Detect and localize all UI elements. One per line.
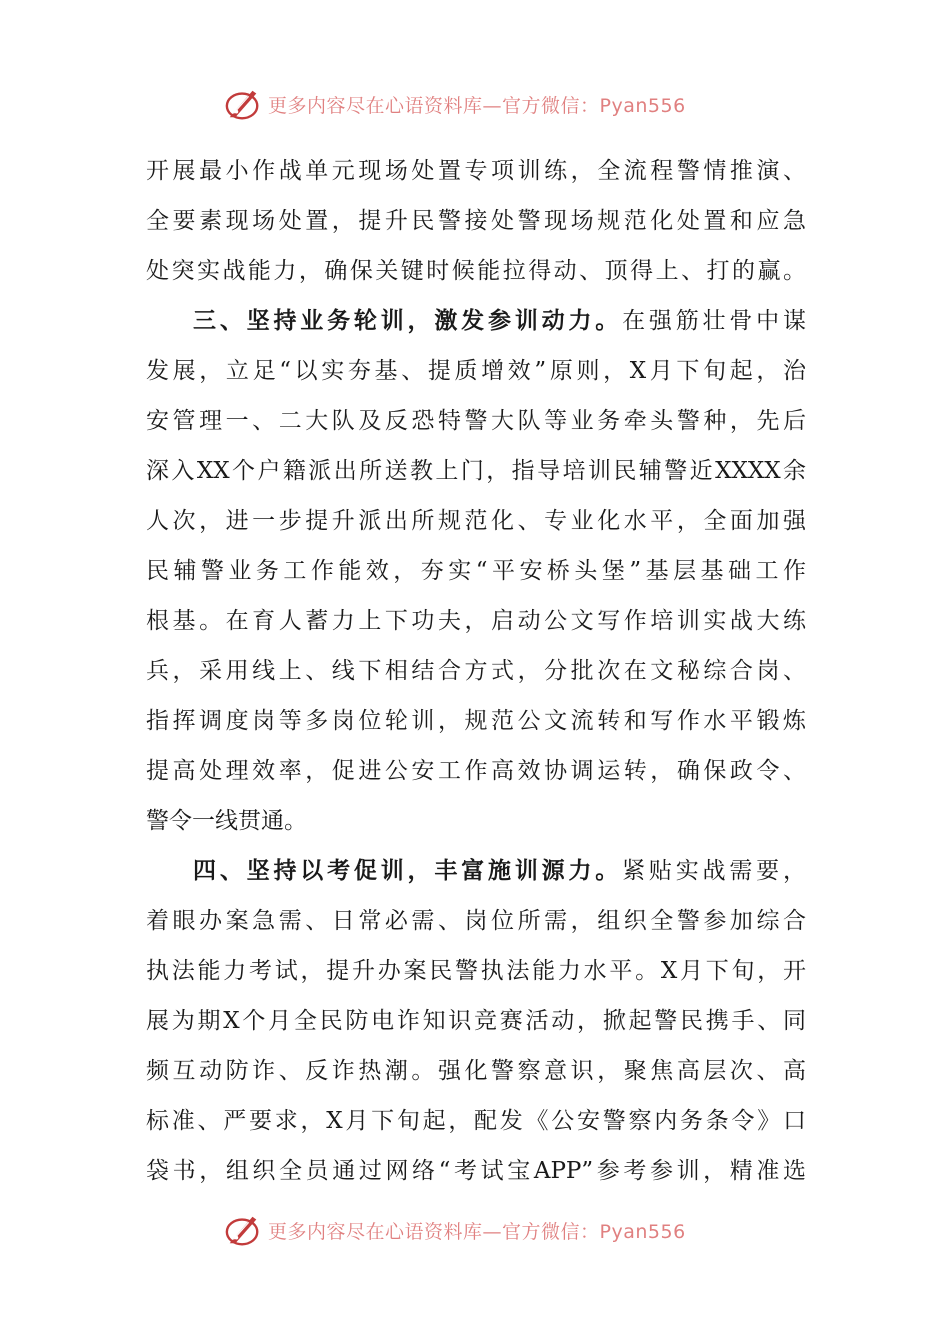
text-line: 袋书，组织全员通过网络“考试宝APP”参考参训，精准选 — [146, 1158, 806, 1184]
text-line: 提高处理效率，促进公安工作高效协调运转，确保政令、 — [146, 758, 806, 784]
text-line: 根基。在育人蓄力上下功夫，启动公文写作培训实战大练 — [146, 608, 806, 634]
text-line: 指挥调度岗等多岗位轮训，规范公文流转和写作水平锻炼 — [146, 708, 806, 734]
quill-pen-logo-icon — [224, 85, 262, 123]
section-3-heading: 三、坚持业务轮训，激发参训动力。 — [193, 307, 623, 334]
text-line: 警令一线贯通。 — [146, 808, 307, 834]
section-4-lead: 紧贴实战需要， — [622, 858, 807, 884]
text-line: 执法能力考试，提升办案民警执法能力水平。X月下旬，开 — [146, 958, 806, 984]
text-line: 安管理一、二大队及反恐特警大队等业务牵头警种，先后 — [146, 408, 806, 434]
quill-pen-logo-icon — [224, 1211, 262, 1249]
text-line: 展为期X个月全民防电诈知识竞赛活动，掀起警民携手、同 — [146, 1008, 806, 1034]
watermark-banner-top — [0, 84, 950, 124]
text-line: 标准、严要求，X月下旬起，配发《公安警察内务条令》口 — [146, 1108, 806, 1134]
text-line: 发展，立足“以实夯基、提质增效”原则，X月下旬起，治 — [146, 358, 806, 384]
text-line: 开展最小作战单元现场处置专项训练，全流程警情推演、 — [146, 158, 806, 184]
section-3-heading-line — [146, 296, 806, 346]
text-line: 频互动防诈、反诈热潮。强化警察意识，聚焦高层次、高 — [146, 1058, 806, 1084]
watermark-text: 更多内容尽在心语资料库—官方微信：Pyan556 — [268, 94, 686, 117]
section-3-lead: 在强筋壮骨中谋 — [622, 308, 807, 334]
text-line: 处突实战能力，确保关键时候能拉得动、顶得上、打的赢。 — [146, 258, 806, 284]
section-4-heading: 四、坚持以考促训，丰富施训源力。 — [193, 857, 623, 884]
text-line: 深入XX个户籍派出所送教上门，指导培训民辅警近XXXX余 — [146, 458, 806, 484]
text-line: 全要素现场处置，提升民警接处警现场规范化处置和应急 — [146, 208, 806, 234]
watermark-banner-bottom — [0, 1210, 950, 1250]
text-line: 人次，进一步提升派出所规范化、专业化水平，全面加强 — [146, 508, 806, 534]
text-line: 民辅警业务工作能效，夯实“平安桥头堡”基层基础工作 — [146, 558, 806, 584]
watermark-text: 更多内容尽在心语资料库—官方微信：Pyan556 — [268, 1220, 686, 1243]
text-line: 着眼办案急需、日常必需、岗位所需，组织全警参加综合 — [146, 908, 806, 934]
document-body — [146, 146, 806, 1196]
text-line: 兵，采用线上、线下相结合方式，分批次在文秘综合岗、 — [146, 658, 806, 684]
section-4-heading-line — [146, 846, 806, 896]
